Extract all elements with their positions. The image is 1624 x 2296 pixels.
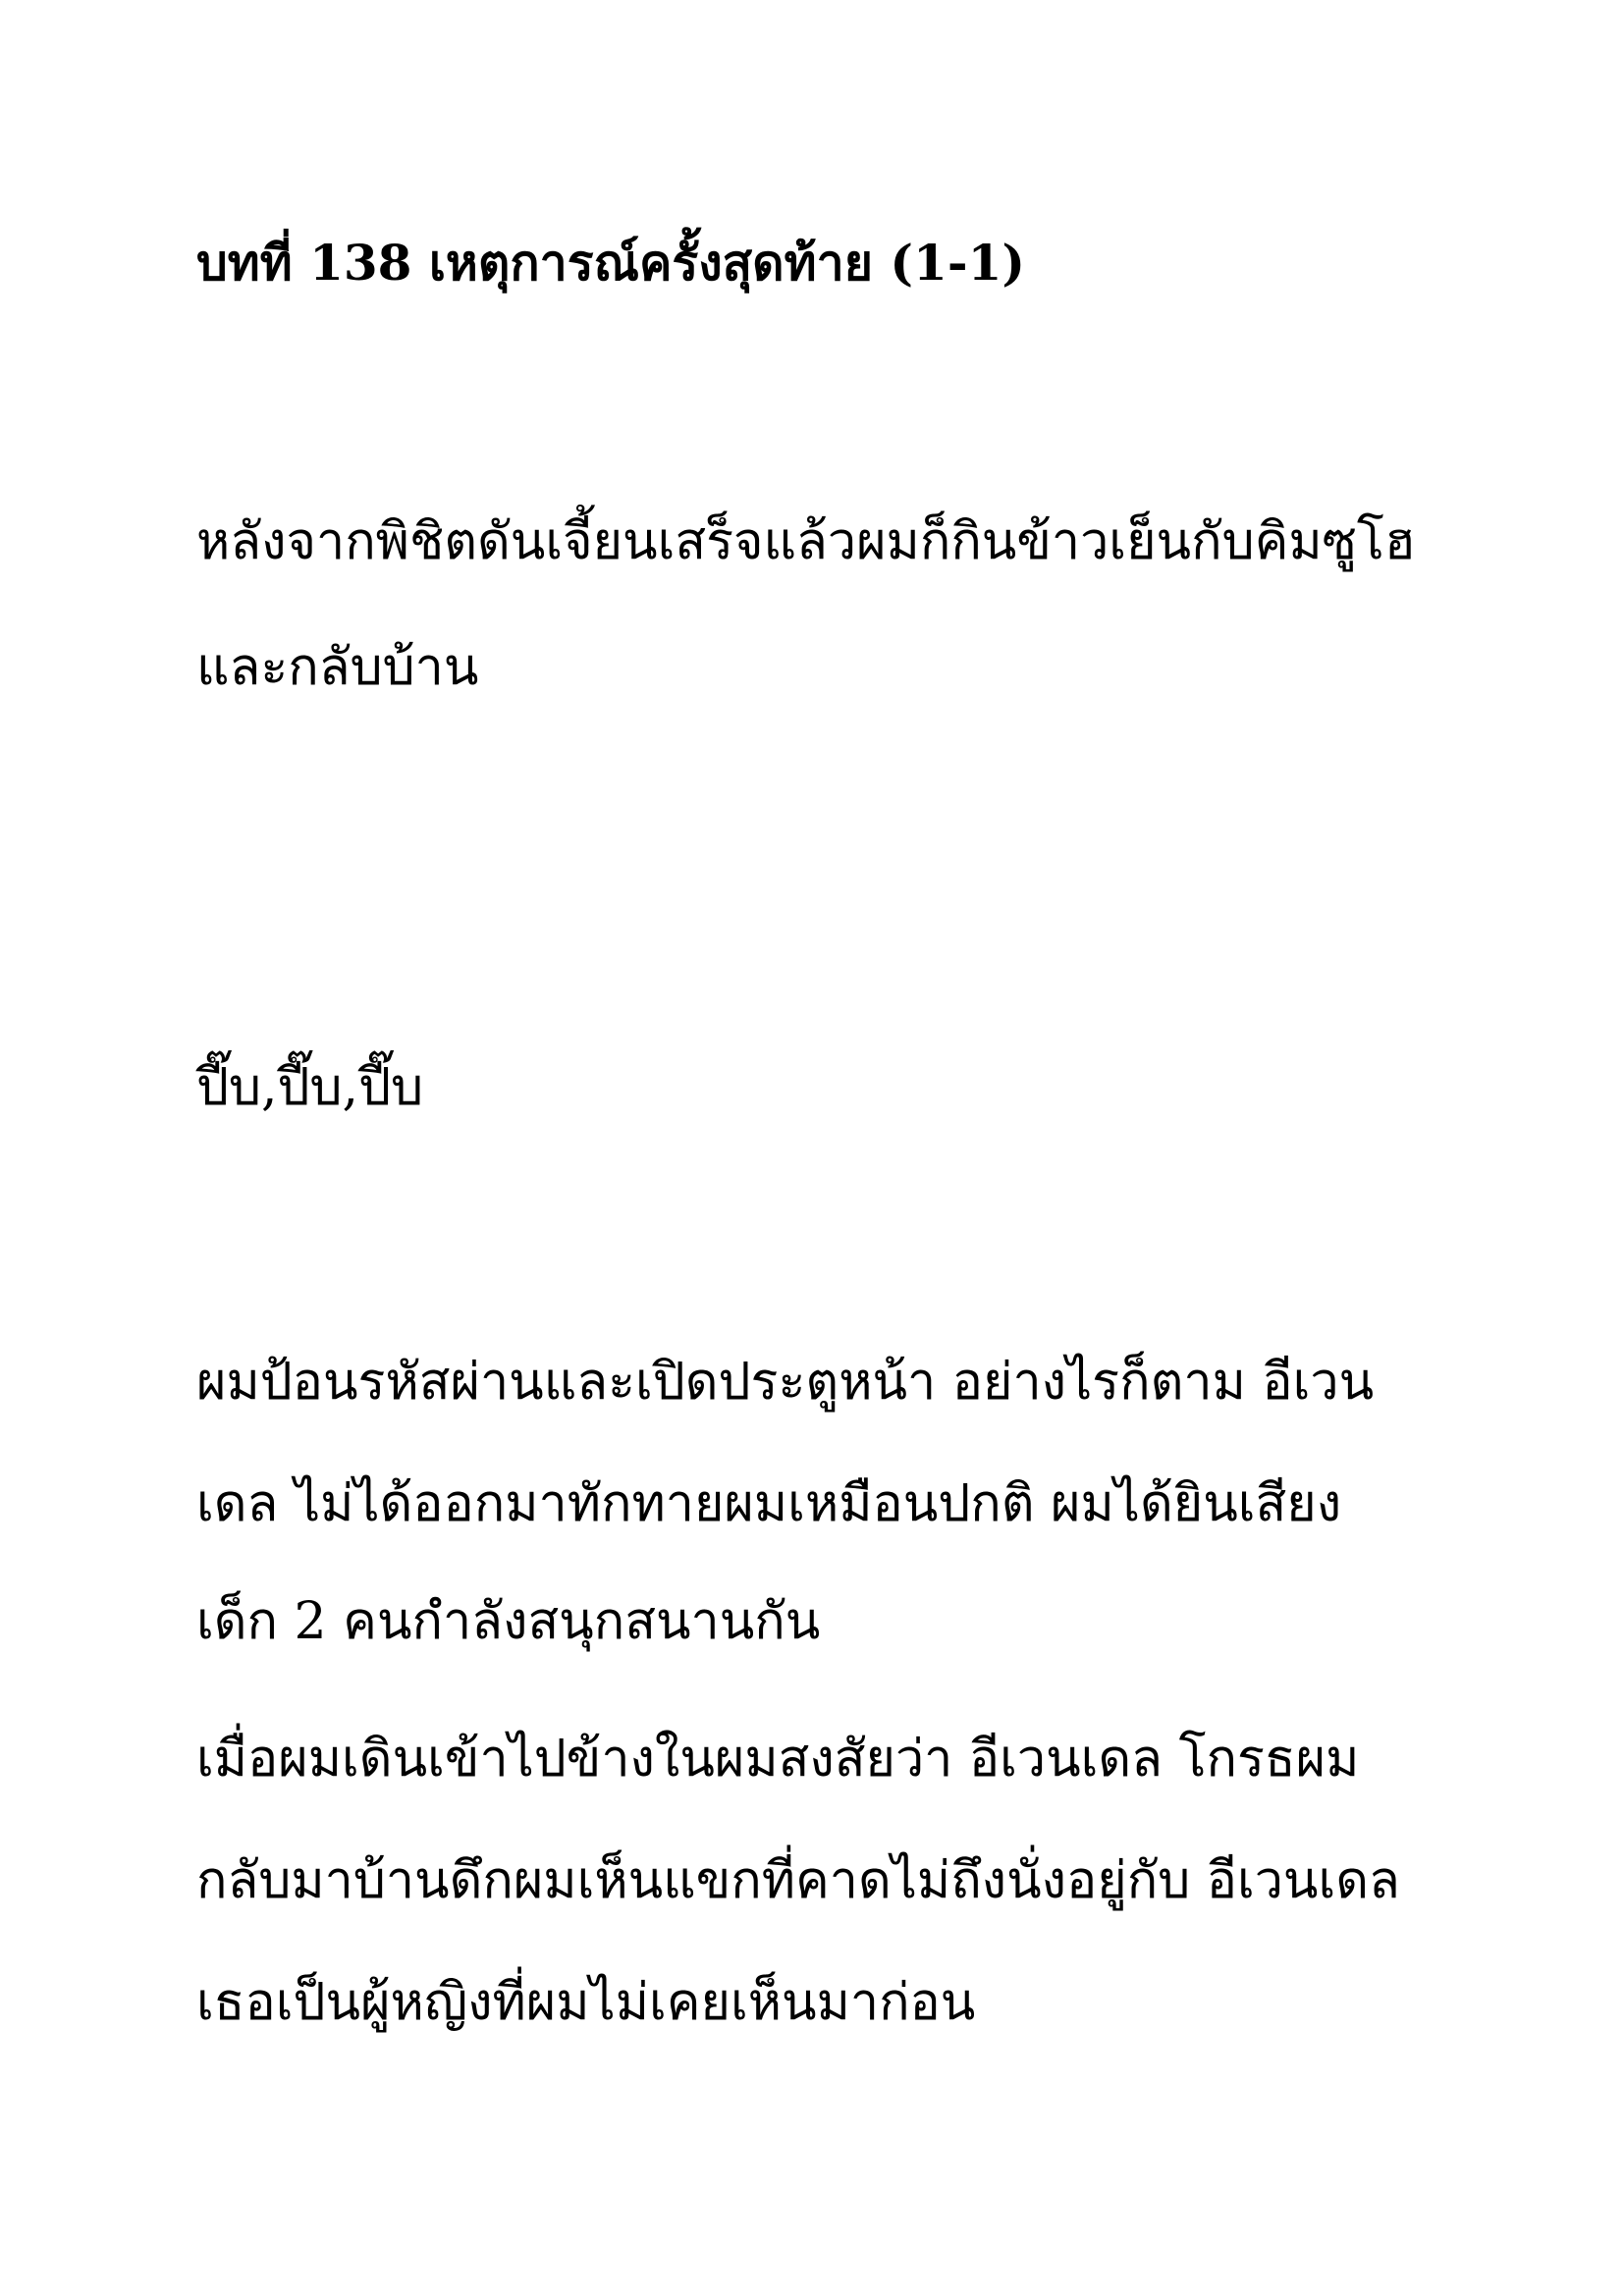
chapter-title: บทที่ 138 เหตุการณ์ครั้งสุดท้าย (1-1) [196, 234, 1026, 292]
sound-effect-line: ปี๊บ,ปี๊บ,ปี๊บ [196, 1058, 424, 1117]
paragraph-line: เมื่อผมเดินเข้าไปข้างในผมสงสัยว่า อีเวนเดล โกรธผม [196, 1730, 1360, 1789]
paragraph-line: เด็ก 2 คนกำลังสนุกสนานกัน [196, 1592, 821, 1651]
paragraph-line: กลับมาบ้านดึกผมเห็นแขกที่คาดไม่ถึงนั่งอยู่กับ อีเวนเดล [196, 1851, 1400, 1910]
paragraph-line: และกลับบ้าน [196, 638, 479, 697]
paragraph-line: ผมป้อนรหัสผ่านและเปิดประตูหน้า อย่างไรก็ตาม อีเวน [196, 1353, 1375, 1412]
paragraph-line: เดล ไม่ได้ออกมาทักทายผมเหมือนปกติ ผมได้ยินเสียง [196, 1474, 1342, 1533]
paragraph-line: เธอเป็นผู้หญิงที่ผมไม่เคยเห็นมาก่อน [196, 1973, 976, 2032]
paragraph-line: หลังจากพิชิตดันเจี้ยนเสร็จแล้วผมก็กินข้าวเย็นกับคิมซูโฮ [196, 512, 1416, 571]
